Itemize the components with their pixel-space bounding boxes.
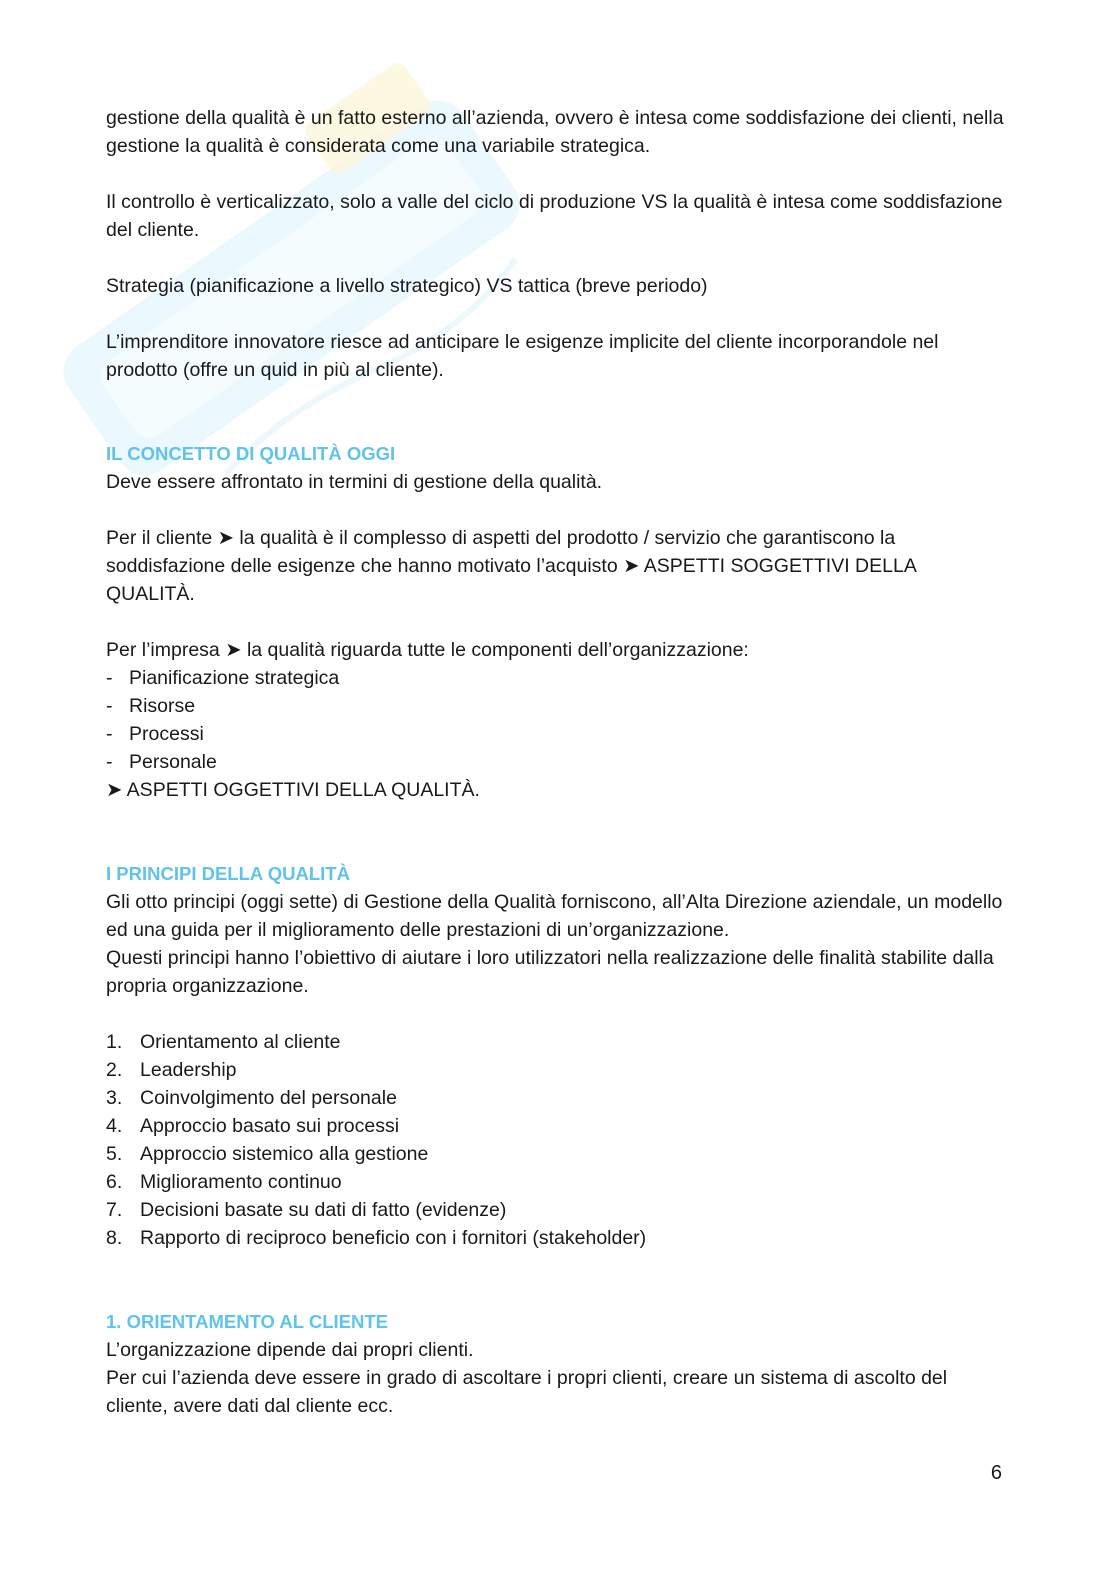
list-item-text: Rapporto di reciproco beneficio con i fornitori (stakeholder) xyxy=(140,1227,647,1249)
list-item xyxy=(106,1056,1006,1084)
list-item-text: Processi xyxy=(129,723,204,745)
page-number: 6 xyxy=(990,1462,1002,1484)
list-item xyxy=(106,1196,1006,1224)
list-number: 5. xyxy=(106,1143,123,1165)
paragraph: Questi principi hanno l’obiettivo di aiutare i loro utilizzatori nella realizzazione delle finalità stabilite dalla propria organizzazione. xyxy=(106,947,994,997)
list-item xyxy=(106,1084,1006,1112)
list-item-text: Miglioramento continuo xyxy=(140,1171,342,1193)
list-item xyxy=(106,1140,1006,1168)
section-heading: IL CONCETTO DI QUALITÀ OGGI xyxy=(106,443,396,464)
list-item-text: Coinvolgimento del personale xyxy=(140,1087,397,1109)
paragraph: Deve essere affrontato in termini di gestione della qualità. xyxy=(106,471,603,493)
paragraph: Per cui l’azienda deve essere in grado di ascoltare i propri clienti, creare un sistema di ascolto del cliente, avere dati dal cliente ecc. xyxy=(106,1367,948,1417)
list-item xyxy=(106,720,1006,748)
list-number: 6. xyxy=(106,1171,123,1193)
paragraph: Gli otto principi (oggi sette) di Gestione della Qualità forniscono, all’Alta Direzione aziendale, un modello ed una guida per il miglioramento delle prestazioni di un’organizzazione. xyxy=(106,891,1003,941)
section-heading: I PRINCIPI DELLA QUALITÀ xyxy=(106,863,350,884)
list-number: 1. xyxy=(106,1031,123,1053)
section-orientamento-cliente xyxy=(106,1308,1006,1420)
components-list xyxy=(106,664,1006,776)
paragraph: ➤ ASPETTI OGGETTIVI DELLA QUALITÀ. xyxy=(106,779,480,801)
list-item-text: Pianificazione strategica xyxy=(129,667,340,689)
list-item xyxy=(106,1112,1006,1140)
list-item-text: Leadership xyxy=(140,1059,237,1081)
list-item xyxy=(106,664,1006,692)
section-principi-qualita xyxy=(106,860,1006,1252)
list-number: 3. xyxy=(106,1087,123,1109)
list-number: 4. xyxy=(106,1115,123,1137)
list-number: 2. xyxy=(106,1059,123,1081)
dash-bullet: - xyxy=(106,667,113,689)
section-concetto-qualita xyxy=(106,440,1006,804)
principles-list xyxy=(106,1028,1006,1252)
list-item-text: Personale xyxy=(129,751,217,773)
list-item xyxy=(106,1168,1006,1196)
document-body xyxy=(106,104,1006,1420)
list-item xyxy=(106,1224,1006,1252)
dash-bullet: - xyxy=(106,723,113,745)
intro-paragraph-3: Strategia (pianificazione a livello strategico) VS tattica (breve periodo) xyxy=(106,275,708,297)
intro-paragraph-1: gestione della qualità è un fatto esterno all’azienda, ovvero è intesa come soddisfazione dei clienti, nella gestione la qualità è considerata come una variabile strategica. xyxy=(106,107,1004,157)
list-item-text: Approccio sistemico alla gestione xyxy=(140,1143,429,1165)
intro-paragraph-2: Il controllo è verticalizzato, solo a valle del ciclo di produzione VS la qualità è intesa come soddisfazione del cliente. xyxy=(106,191,1003,241)
list-item xyxy=(106,748,1006,776)
list-item xyxy=(106,1028,1006,1056)
list-item-text: Risorse xyxy=(129,695,196,717)
dash-bullet: - xyxy=(106,751,113,773)
list-item-text: Orientamento al cliente xyxy=(140,1031,341,1053)
list-number: 7. xyxy=(106,1199,123,1221)
paragraph: L’organizzazione dipende dai propri clienti. xyxy=(106,1339,474,1361)
section-heading: 1. ORIENTAMENTO AL CLIENTE xyxy=(106,1311,388,1332)
list-item xyxy=(106,692,1006,720)
intro-paragraph-4: L’imprenditore innovatore riesce ad anticipare le esigenze implicite del cliente incorporandole nel prodotto (offre un quid in più al cliente). xyxy=(106,331,939,381)
list-item-text: Decisioni basate su dati di fatto (evidenze) xyxy=(140,1199,507,1221)
paragraph: Per l’impresa ➤ la qualità riguarda tutte le componenti dell’organizzazione: xyxy=(106,639,749,661)
paragraph: Per il cliente ➤ la qualità è il complesso di aspetti del prodotto / servizio che garantiscono la soddisfazione delle esigenze che hanno motivato l’acquisto ➤ ASPETTI SOGGETTIVI DELLA QUALITÀ. xyxy=(106,527,916,605)
dash-bullet: - xyxy=(106,695,113,717)
list-item-text: Approccio basato sui processi xyxy=(140,1115,400,1137)
list-number: 8. xyxy=(106,1227,123,1249)
